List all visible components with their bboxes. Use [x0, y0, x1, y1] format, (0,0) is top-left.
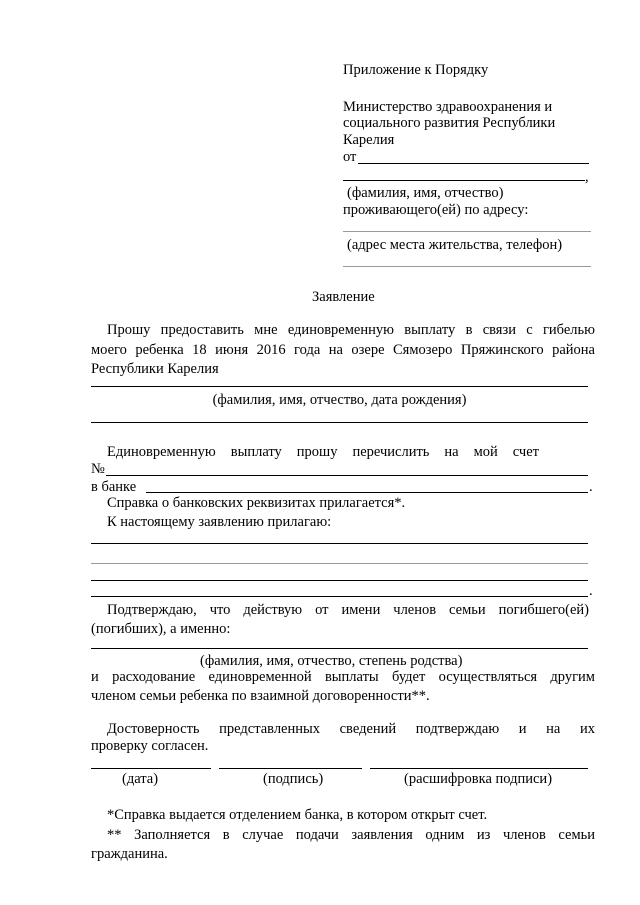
residing-label: проживающего(ей) по адресу:: [343, 202, 529, 218]
date-caption: (дата): [122, 771, 159, 787]
child-name-line[interactable]: [91, 386, 588, 387]
date-line[interactable]: [91, 768, 211, 769]
signature-caption: (подпись): [263, 771, 324, 787]
confirm-line-1: Подтверждаю, что действую от имени членов семьи погибшего(ей): [107, 602, 589, 618]
addressee-line-2: социального развития Республики: [343, 115, 556, 131]
attachment-line-2[interactable]: [91, 563, 588, 564]
signature-decoding-caption: (расшифровка подписи): [404, 771, 553, 787]
from-blank-line[interactable]: [358, 163, 589, 164]
request-line-2: моего ребенка 18 июня 2016 года на озере Сямозеро Пряжинского района: [91, 342, 595, 358]
bank-line-end: .: [589, 479, 593, 495]
footnote-1: *Справка выдается отделением банка, в котором открыт счет.: [107, 807, 488, 823]
attachments-label: К настоящему заявлению прилагаю:: [107, 514, 332, 530]
account-number-line[interactable]: [106, 475, 588, 476]
from-caption: (фамилия, имя, отчество): [347, 185, 504, 201]
address-blank-line-2[interactable]: [343, 266, 591, 267]
address-caption: (адрес места жительства, телефон): [347, 237, 563, 253]
certificate-note: Справка о банковских реквизитах прилагается*.: [107, 495, 406, 511]
document-title: Заявление: [312, 289, 375, 305]
footnote-2-line-2: гражданина.: [91, 846, 168, 862]
signature-decoding-line[interactable]: [370, 768, 588, 769]
bank-label: в банке: [91, 479, 137, 495]
footnote-2-line-1: ** Заполняется в случае подачи заявления одним из членов семьи: [107, 827, 595, 843]
addressee-line-1: Министерство здравоохранения и: [343, 99, 553, 115]
validity-line-1: Достоверность представленных сведений подтверждаю и на их: [107, 721, 595, 737]
signature-line[interactable]: [219, 768, 362, 769]
attachment-line-end: .: [589, 583, 593, 599]
child-name-line-2[interactable]: [91, 422, 588, 423]
request-line-3: Республики Карелия: [91, 361, 219, 377]
from-comma: ,: [585, 169, 589, 185]
address-blank-line[interactable]: [343, 231, 591, 232]
confirm-line-4: членом семьи ребенка по взаимной договоренности**.: [91, 688, 430, 704]
family-member-line[interactable]: [91, 648, 588, 649]
attachment-line-1[interactable]: [91, 543, 588, 544]
account-number-label: №: [91, 461, 105, 477]
appendix-label: Приложение к Порядку: [343, 62, 489, 78]
confirm-line-3: и расходование единовременной выплаты будет осуществляться другим: [91, 669, 595, 685]
validity-line-2: проверку согласен.: [91, 738, 209, 754]
attachment-line-3[interactable]: [91, 580, 588, 581]
payment-line-1: Единовременную выплату прошу перечислить на мой счет: [107, 444, 539, 460]
child-name-caption: (фамилия, имя, отчество, дата рождения): [212, 392, 467, 408]
attachment-line-4[interactable]: [91, 596, 588, 597]
from-blank-line-2[interactable]: [343, 180, 585, 181]
from-label: от: [343, 149, 357, 165]
family-member-caption: (фамилия, имя, отчество, степень родства): [200, 653, 463, 669]
bank-line[interactable]: [146, 492, 588, 493]
request-line-1: Прошу предоставить мне единовременную выплату в связи с гибелью: [107, 322, 595, 338]
addressee-line-3: Карелия: [343, 132, 395, 148]
confirm-line-2: (погибших), а именно:: [91, 621, 231, 637]
